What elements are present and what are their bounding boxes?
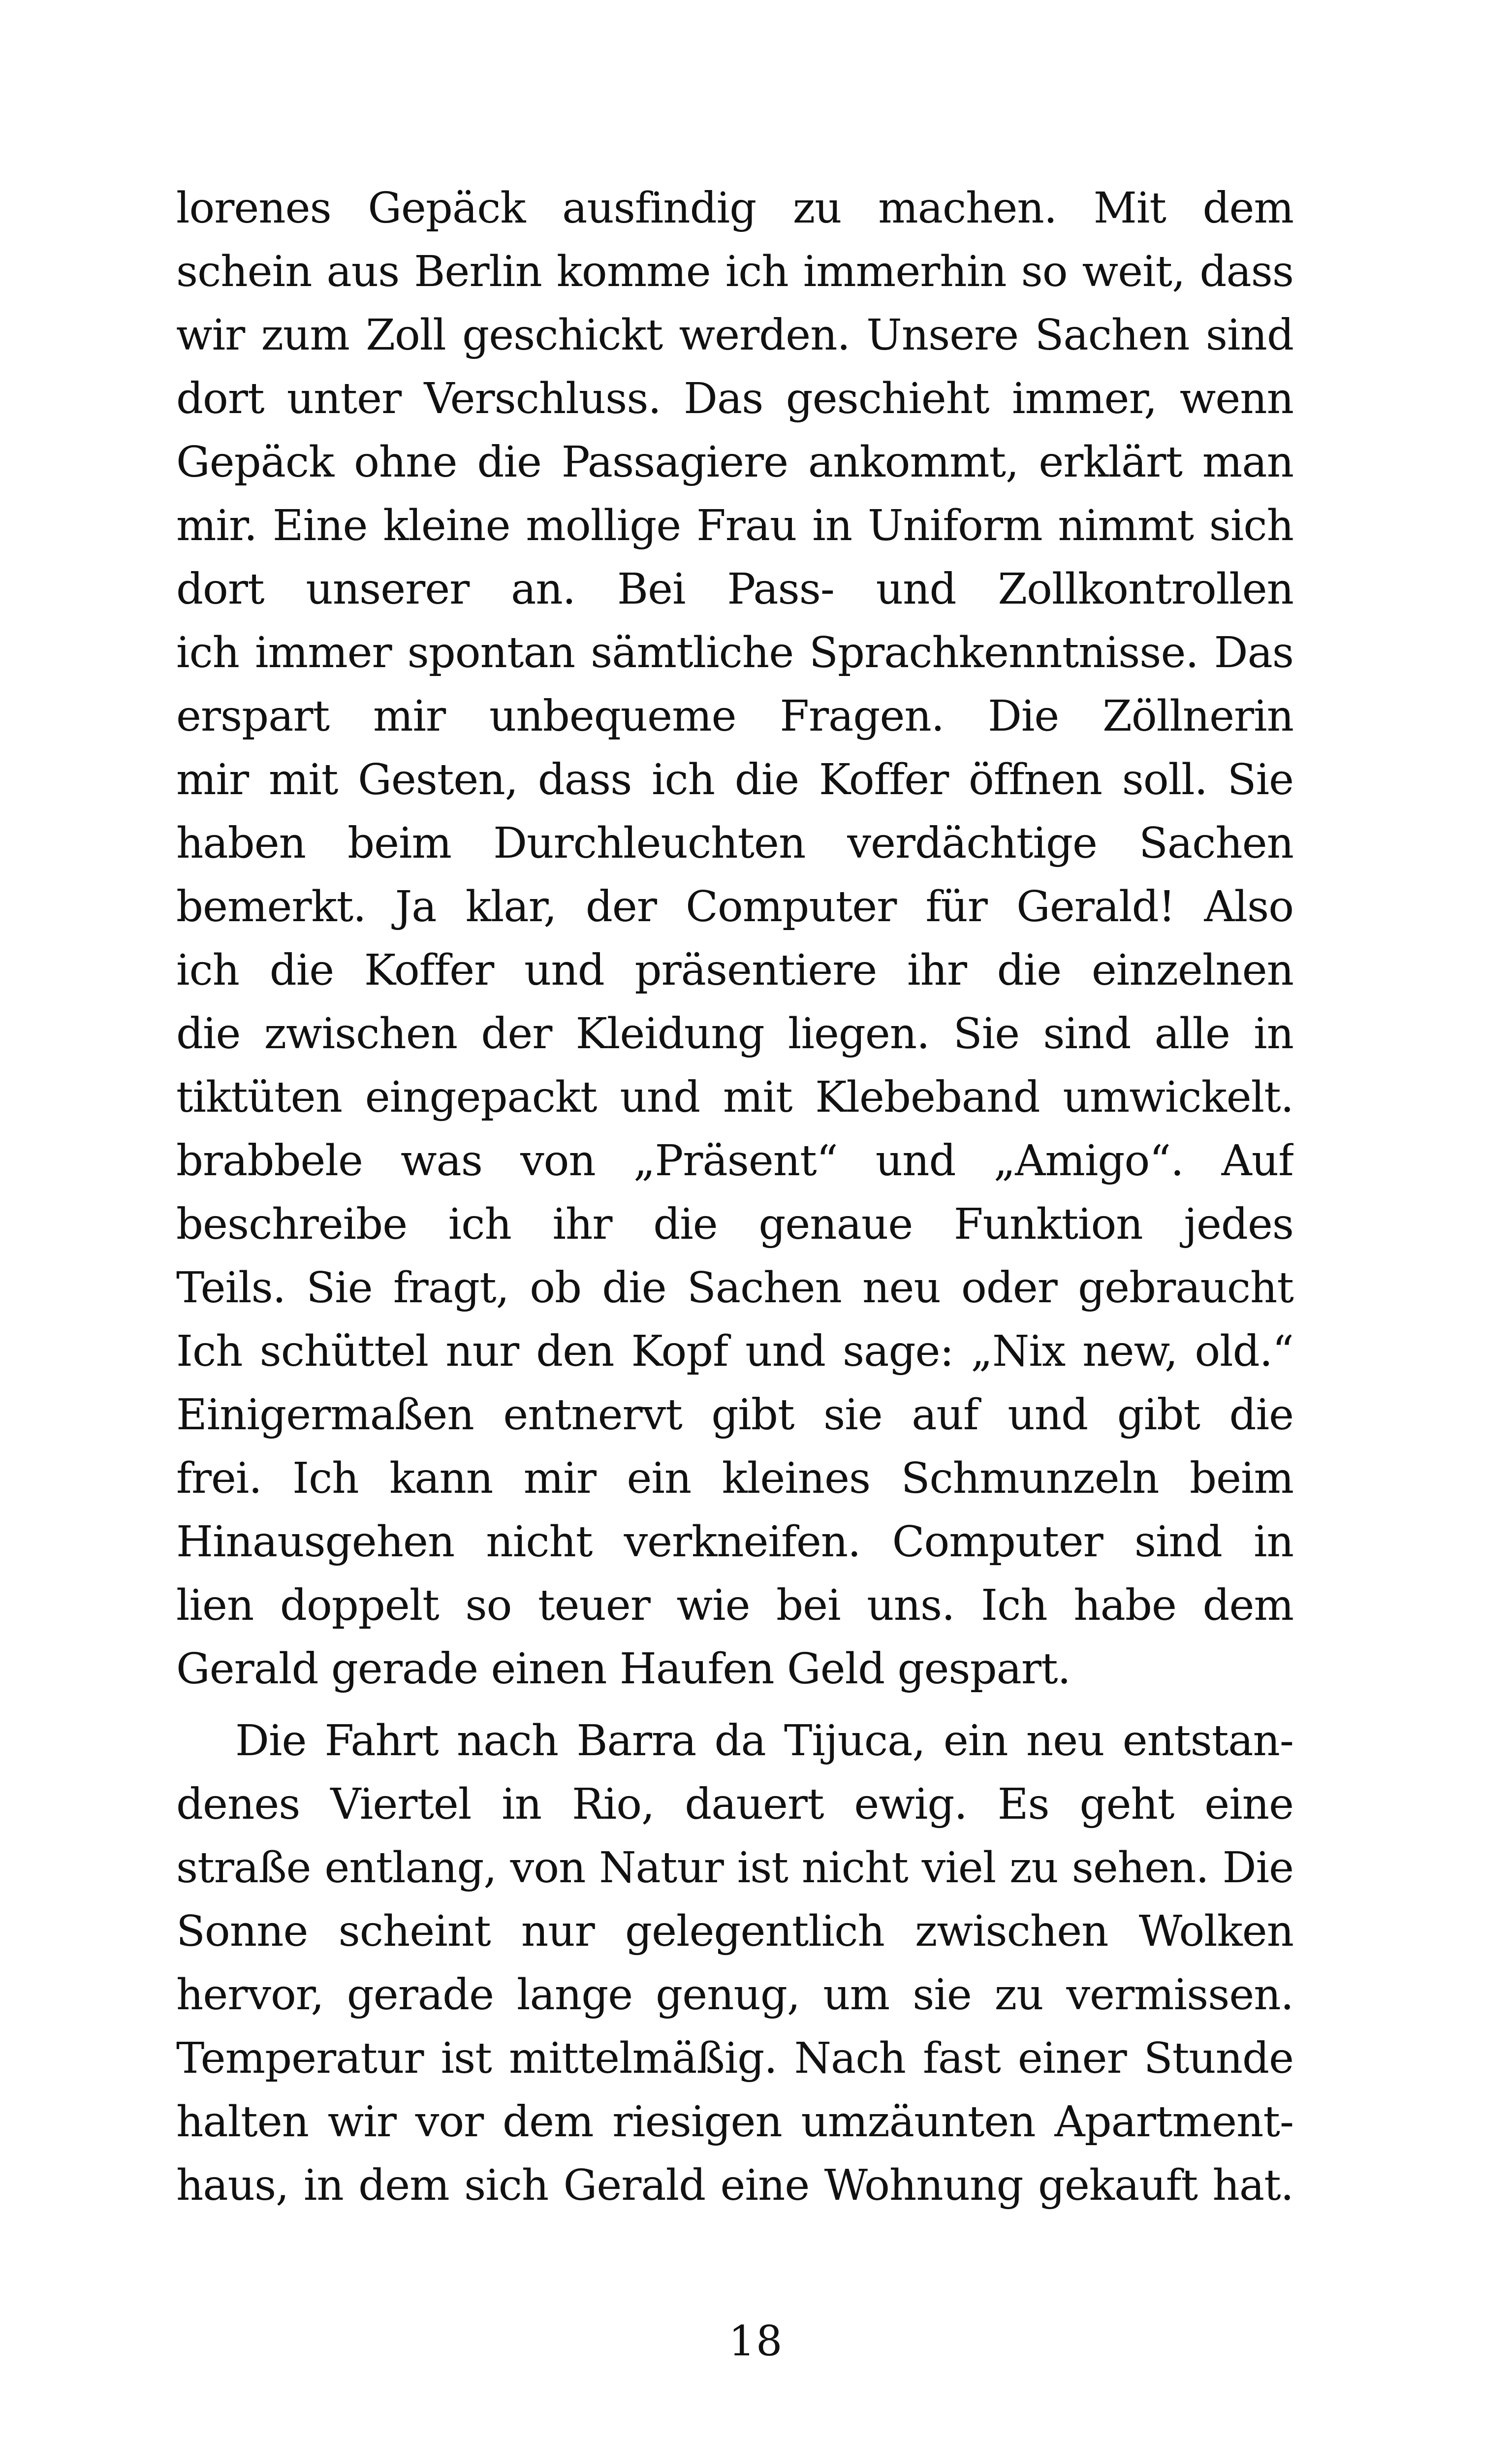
text-line: mir. Eine kleine mollige Frau in Uniform nimmt sich xyxy=(176,501,1293,550)
text-line: denes Viertel in Rio, dauert ewig. Es geht eine xyxy=(176,1780,1293,1829)
text-line: Teils. Sie fragt, ob die Sachen neu oder gebraucht xyxy=(176,1263,1293,1313)
text-line: Sonne scheint nur gelegentlich zwischen Wolken xyxy=(176,1907,1293,1956)
text-line: straße entlang, von Natur ist nicht viel zu sehen. Die xyxy=(176,1843,1293,1893)
text-line: Hinausgehen nicht verkneifen. Computer sind in xyxy=(176,1517,1293,1567)
text-line: brabbele was von „Präsent“ und „Amigo“. Auf xyxy=(176,1136,1293,1186)
page-number: 18 xyxy=(728,2317,784,2365)
paragraph-1 xyxy=(176,177,1293,1701)
text-line: halten wir vor dem riesigen umzäunten Apartment- xyxy=(176,2097,1293,2147)
text-line: hervor, gerade lange genug, um sie zu vermissen. xyxy=(176,1970,1293,2020)
text-line: ich immer spontan sämtliche Sprachkenntnisse. Das xyxy=(176,628,1293,677)
text-line: lorenes Gepäck ausfindig zu machen. Mit dem xyxy=(176,184,1293,233)
paragraph-2 xyxy=(176,1709,1293,2218)
text-line: wir zum Zoll geschickt werden. Unsere Sachen sind xyxy=(176,311,1293,360)
text-line: Temperatur ist mittelmäßig. Nach fast einer Stunde xyxy=(176,2034,1293,2083)
text-line: lien doppelt so teuer wie bei uns. Ich habe dem xyxy=(176,1581,1293,1630)
text-line: bemerkt. Ja klar, der Computer für Gerald! Also xyxy=(176,882,1293,932)
text-line: Ich schüttel nur den Kopf und sage: „Nix new, old.“ xyxy=(176,1327,1293,1376)
text-line: Einigermaßen entnervt gibt sie auf und gibt die xyxy=(176,1390,1293,1440)
text-line: ich die Koffer und präsentiere ihr die einzelnen xyxy=(176,946,1293,995)
text-line: dort unter Verschluss. Das geschieht immer, wenn xyxy=(176,374,1293,423)
text-line: Gepäck ohne die Passagiere ankommt, erklärt man xyxy=(176,438,1293,487)
text-line: mir mit Gesten, dass ich die Koffer öffnen soll. Sie xyxy=(176,755,1293,804)
text-line: erspart mir unbequeme Fragen. Die Zöllnerin xyxy=(176,692,1293,741)
text-line: Die Fahrt nach Barra da Tijuca, ein neu entstan- xyxy=(235,1716,1293,1766)
text-line: tiktüten eingepackt und mit Klebeband umwickelt. xyxy=(176,1073,1293,1122)
text-line: schein aus Berlin komme ich immerhin so weit, dass xyxy=(176,247,1293,296)
text-line: beschreibe ich ihr die genaue Funktion jedes xyxy=(176,1200,1293,1249)
text-line: Gerald gerade einen Haufen Geld gespart. xyxy=(176,1644,1071,1694)
text-line: frei. Ich kann mir ein kleines Schmunzeln beim xyxy=(176,1454,1293,1503)
text-line: haben beim Durchleuchten verdächtige Sachen xyxy=(176,819,1293,868)
text-line: die zwischen der Kleidung liegen. Sie sind alle in xyxy=(176,1009,1293,1059)
text-line: haus, in dem sich Gerald eine Wohnung gekauft hat. xyxy=(176,2161,1293,2210)
text-line: dort unserer an. Bei Pass- und Zollkontrollen xyxy=(176,565,1293,614)
